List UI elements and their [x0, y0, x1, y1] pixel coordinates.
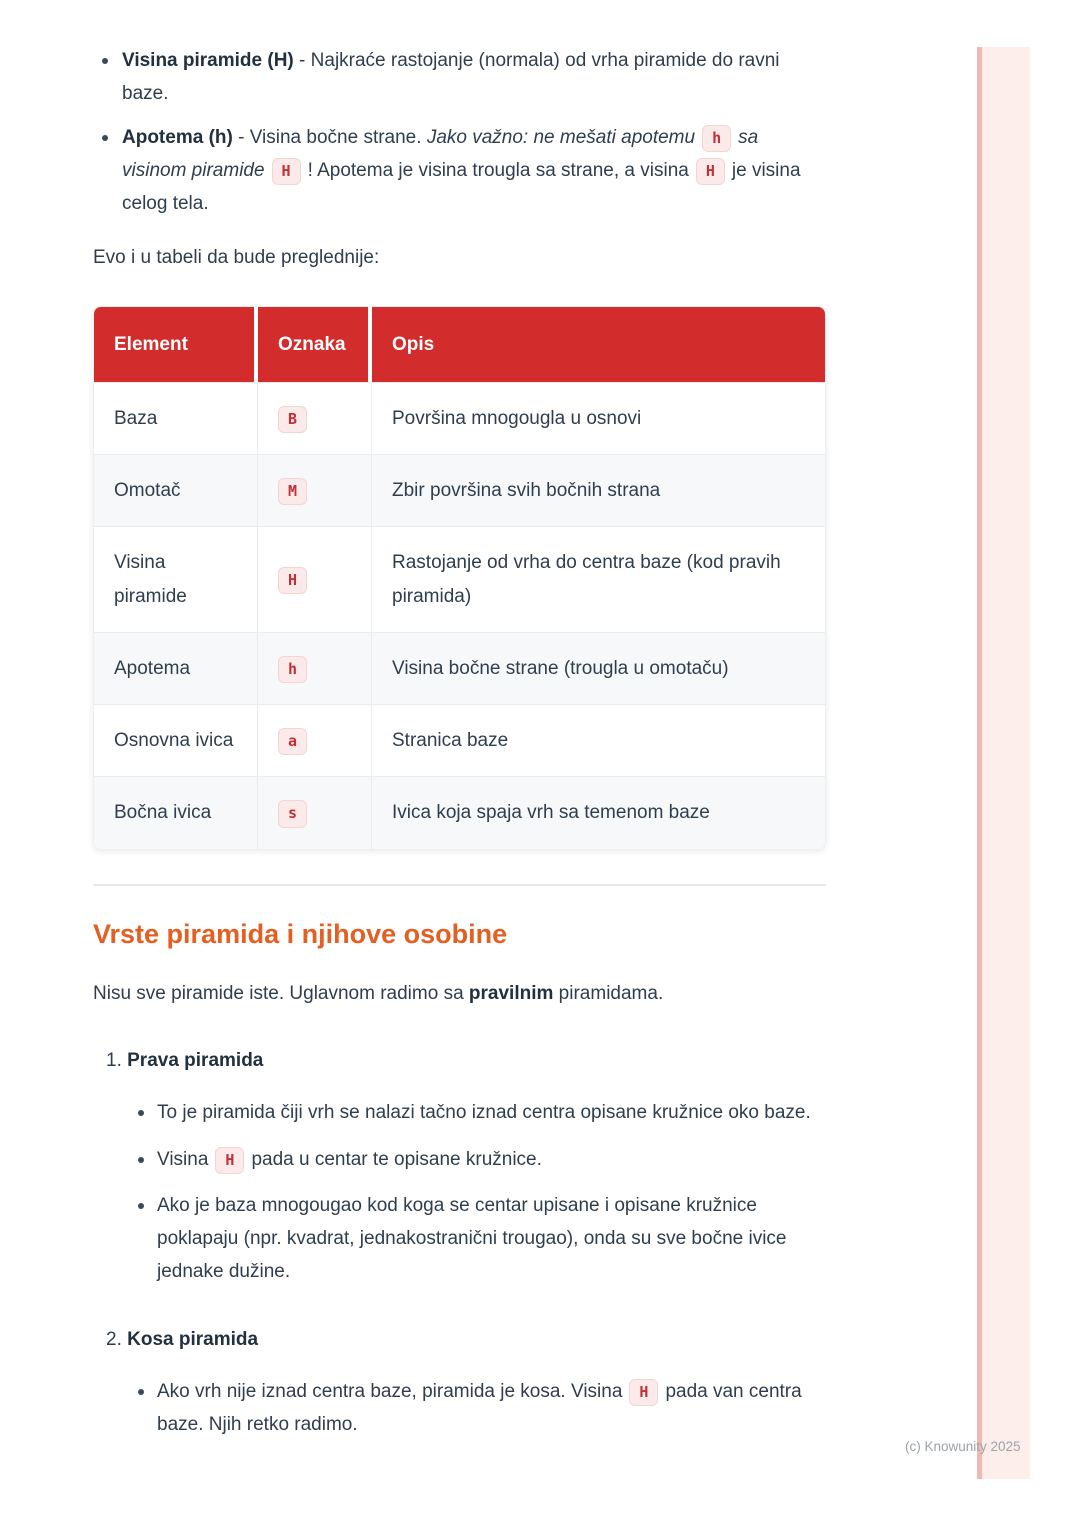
- definition-text: - Visina bočne strane.: [232, 126, 427, 148]
- list-item-visina-piramide: [93, 44, 826, 111]
- bullet-text: pada u centar te opisane kružnice.: [251, 1148, 542, 1170]
- important-note-italic: Jako važno: ne mešati apotemu: [426, 126, 696, 148]
- bullet-text: Visina: [157, 1148, 209, 1170]
- table-header-row: [94, 307, 825, 382]
- opis-cell: Površina mnogougla u osnovi: [372, 382, 825, 454]
- symbol-badge-H: H: [272, 158, 301, 185]
- intro-text: Nisu sve piramide iste. Uglavnom radimo sa: [93, 982, 469, 1004]
- element-cell: Visina piramide: [94, 526, 258, 632]
- term-apotema: Apotema (h): [122, 126, 233, 148]
- intro-text: piramidama.: [553, 982, 664, 1004]
- section-intro-paragraph: [93, 977, 826, 1010]
- bullet-text: pada van centra baze. Njih retko radimo.: [157, 1380, 802, 1436]
- item-title: Prava piramida: [127, 1050, 264, 1072]
- column-header-element: Element: [94, 307, 258, 382]
- item-number: 1.: [106, 1050, 128, 1072]
- numbered-item-prava-piramida: [93, 1044, 826, 1289]
- symbol-badge-s: s: [278, 800, 307, 827]
- opis-cell: Rastojanje od vrha do centra baze (kod pravih piramida): [372, 526, 825, 632]
- oznaka-cell: [258, 704, 372, 776]
- oznaka-cell: [258, 526, 372, 632]
- element-cell: Apotema: [94, 632, 258, 704]
- numbered-item-heading: [93, 1323, 826, 1356]
- table-body: [94, 382, 825, 849]
- section-title: Vrste piramida i njihove osobine: [93, 918, 508, 949]
- numbered-item-heading: [93, 1044, 826, 1077]
- table-row: [94, 632, 825, 704]
- symbol-badge-H: H: [215, 1147, 244, 1174]
- symbol-badge-h: h: [278, 656, 307, 683]
- intro-bold-word: pravilnim: [468, 982, 554, 1004]
- symbol-badge-B: B: [278, 406, 307, 433]
- table-intro-text: Evo i u tabeli da bude preglednije:: [93, 247, 380, 269]
- table-row: [94, 382, 825, 454]
- symbol-badge-M: M: [278, 478, 307, 505]
- sub-bullet: [93, 1375, 826, 1442]
- oznaka-cell: [258, 632, 372, 704]
- definition-text: je visina celog tela.: [122, 159, 801, 214]
- table-header: [94, 307, 825, 382]
- list-item-apotema: [93, 121, 826, 221]
- column-header-opis: Opis: [372, 307, 825, 382]
- symbol-badge-H: H: [278, 567, 307, 594]
- symbol-badge-h: h: [702, 125, 731, 152]
- element-cell: Osnovna ivica: [94, 704, 258, 776]
- table-row: [94, 454, 825, 526]
- copyright-watermark: (c) Knowunity 2025: [905, 1439, 1021, 1454]
- sub-bullet: To je piramida čiji vrh se nalazi tačno iznad centra opisane kružnice oko baze.: [93, 1096, 826, 1129]
- important-note-italic: sa visinom piramide: [122, 126, 759, 181]
- sub-bullet: [93, 1143, 826, 1176]
- bullet-text: Ako vrh nije iznad centra baze, piramida je kosa. Visina: [157, 1380, 623, 1402]
- table-row: [94, 526, 825, 632]
- table-row: [94, 704, 825, 776]
- element-cell: Baza: [94, 382, 258, 454]
- sub-bullet: Ako je baza mnogougao kod koga se centar upisane i opisane kružnice poklapaju (npr. kvadrat, jednakostranični trougao), onda su sve bočne ivice jednake dužine.: [93, 1189, 826, 1289]
- oznaka-cell: [258, 382, 372, 454]
- elements-table: [94, 307, 825, 849]
- definition-bullet-list: [93, 44, 826, 220]
- opis-cell: Ivica koja spaja vrh sa temenom baze: [372, 776, 825, 848]
- symbol-badge-H: H: [629, 1379, 658, 1406]
- symbol-badge-a: a: [278, 728, 307, 755]
- item-title: Kosa piramida: [127, 1328, 259, 1350]
- definition-text: ! Apotema je visina trougla sa strane, a visina: [307, 159, 689, 181]
- sub-bullet-list: [93, 1375, 826, 1442]
- table-row: [94, 776, 825, 848]
- opis-cell: Stranica baze: [372, 704, 825, 776]
- opis-cell: Zbir površina svih bočnih strana: [372, 454, 825, 526]
- sub-bullet-list: [93, 1096, 826, 1288]
- oznaka-cell: [258, 776, 372, 848]
- element-cell: Bočna ivica: [94, 776, 258, 848]
- definition-text: - Najkraće rastojanje (normala) od vrha piramide do ravni baze.: [122, 50, 780, 105]
- symbol-badge-H: H: [696, 158, 725, 185]
- oznaka-cell: [258, 454, 372, 526]
- page-edge-decoration-bar: [977, 47, 1030, 1479]
- numbered-item-kosa-piramida: [93, 1323, 826, 1442]
- term-visina-piramide: Visina piramide (H): [122, 50, 294, 71]
- document-content: [93, 44, 826, 1454]
- element-cell: Omotač: [94, 454, 258, 526]
- item-number: 2.: [106, 1328, 128, 1350]
- opis-cell: Visina bočne strane (trougla u omotaču): [372, 632, 825, 704]
- section-divider: [93, 884, 826, 886]
- column-header-oznaka: Oznaka: [258, 307, 372, 382]
- elements-table-container: [93, 306, 826, 850]
